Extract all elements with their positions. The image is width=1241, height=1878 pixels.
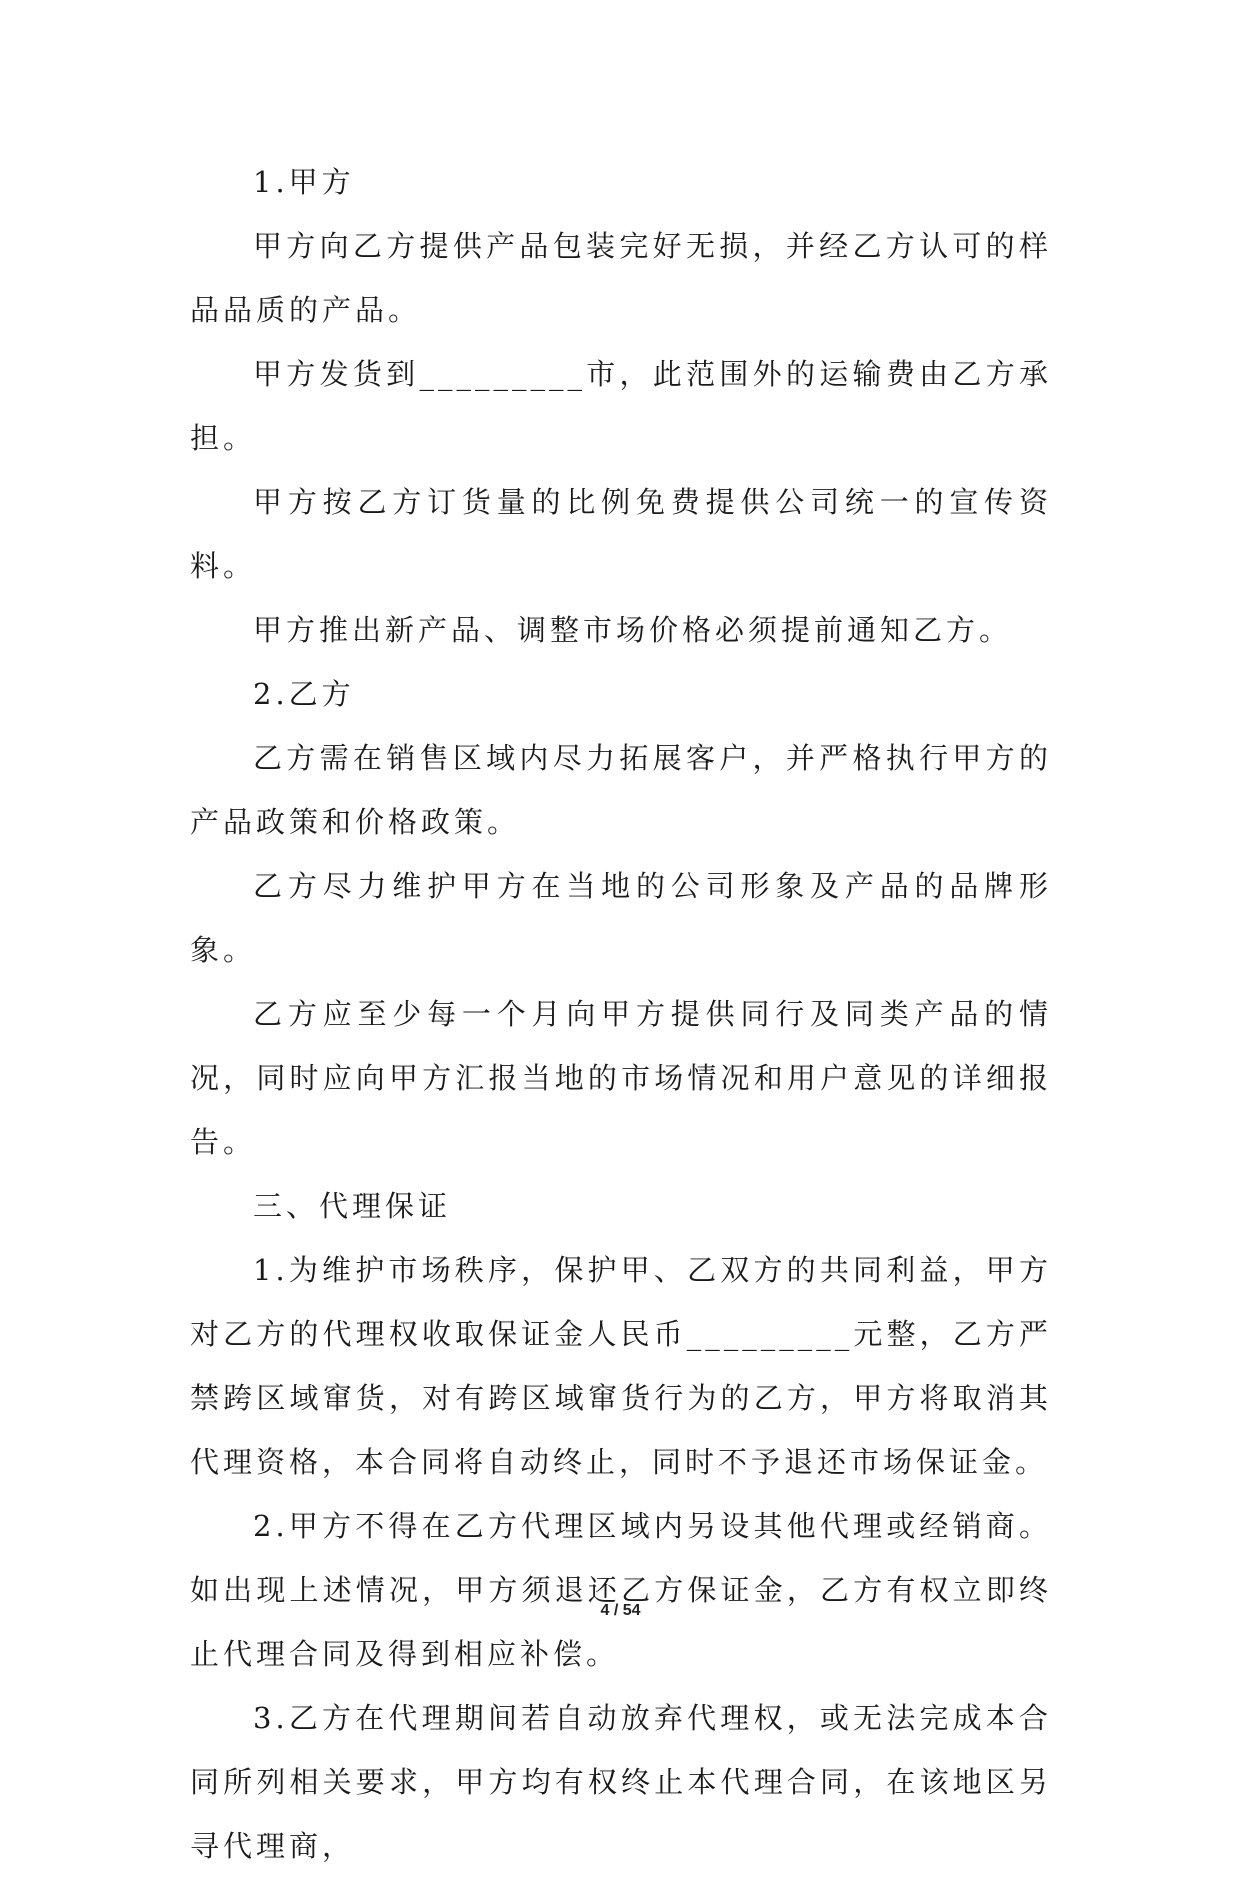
- section-heading-party-a: 1.甲方: [253, 165, 355, 199]
- paragraph: 甲方发货到_________市，此范围外的运输费由乙方承担。: [190, 357, 1052, 455]
- paragraph: 乙方尽力维护甲方在当地的公司形象及产品的品牌形象。: [190, 869, 1052, 967]
- section-heading-agency-guarantee: 三、代理保证: [253, 1189, 452, 1223]
- paragraph: 甲方向乙方提供产品包装完好无损，并经乙方认可的样品品质的产品。: [190, 229, 1052, 327]
- paragraph: 1.为维护市场秩序，保护甲、乙双方的共同利益，甲方对乙方的代理权收取保证金人民币_________元整，乙方严禁跨区域窜货，对有跨区域窜货行为的乙方，甲方将取消其代理资格，本合同将自动终止，同时不予退还市场保证金。: [190, 1253, 1052, 1479]
- paragraph: 2.甲方不得在乙方代理区域内另设其他代理或经销商。如出现上述情况，甲方须退还乙方保证金，乙方有权立即终止代理合同及得到相应补偿。: [190, 1509, 1052, 1671]
- section-heading-party-b: 2.乙方: [253, 677, 355, 711]
- paragraph: 乙方需在销售区域内尽力拓展客户，并严格执行甲方的产品政策和价格政策。: [190, 741, 1052, 839]
- paragraph: 3.乙方在代理期间若自动放弃代理权，或无法完成本合同所列相关要求，甲方均有权终止本代理合同，在该地区另寻代理商，: [190, 1701, 1052, 1863]
- paragraph: 乙方应至少每一个月向甲方提供同行及同类产品的情况，同时应向甲方汇报当地的市场情况和用户意见的详细报告。: [190, 997, 1052, 1159]
- paragraph: 甲方推出新产品、调整市场价格必须提前通知乙方。: [253, 613, 1013, 647]
- paragraph: 甲方按乙方订货量的比例免费提供公司统一的宣传资料。: [190, 485, 1052, 583]
- page-number: 4 / 54: [600, 1602, 641, 1619]
